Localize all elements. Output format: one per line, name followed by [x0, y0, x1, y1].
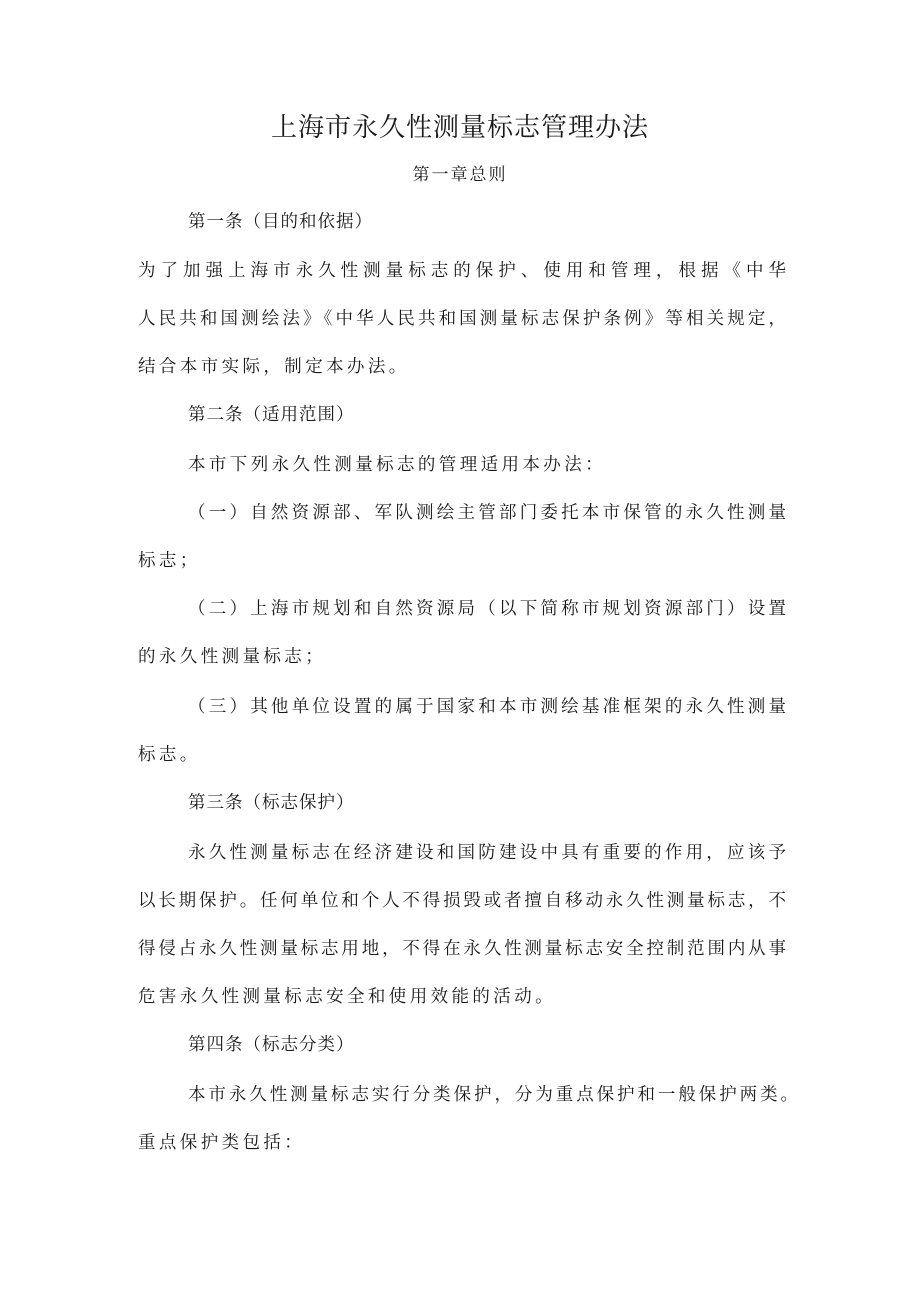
- article-4-line-1: 本市永久性测量标志实行分类保护，分为重点保护和一般保护两类。: [188, 1085, 798, 1105]
- article-3-line-4: 危害永久性测量标志安全和使用效能的活动。: [138, 987, 556, 1007]
- article-1-line-2: 人民共和国测绘法》《中华人民共和国测量标志保护条例》等相关规定，: [138, 309, 786, 329]
- article-3-line-2: 以长期保护。任何单位和个人不得损毁或者擅自移动永久性测量标志，不: [138, 891, 786, 911]
- article-3-line-1: 永久性测量标志在经济建设和国防建设中具有重要的作用，应该予: [188, 843, 786, 863]
- article-2-item-1-line-2: 标志；: [138, 551, 201, 571]
- article-4-heading: 第四条（标志分类）: [188, 1035, 355, 1055]
- article-1-line-1: 为了加强上海市永久性测量标志的保护、使用和管理，根据《中华: [138, 261, 786, 281]
- article-2-intro: 本市下列永久性测量标志的管理适用本办法：: [188, 455, 606, 475]
- article-2-item-1-line-1: （一）自然资源部、军队测绘主管部门委托本市保管的永久性测量: [188, 503, 786, 523]
- document-title: 上海市永久性测量标志管理办法: [270, 113, 649, 143]
- article-1-heading: 第一条（目的和依据）: [188, 212, 373, 232]
- article-2-heading: 第二条（适用范围）: [188, 405, 355, 425]
- chapter-heading: 第一章总则: [412, 165, 508, 185]
- article-3-heading: 第三条（标志保护）: [188, 793, 355, 813]
- article-2-item-3-line-1: （三）其他单位设置的属于国家和本市测绘基准框架的永久性测量: [188, 697, 786, 717]
- article-4-line-2: 重点保护类包括：: [138, 1133, 306, 1153]
- article-1-line-3: 结合本市实际，制定本办法。: [138, 357, 410, 377]
- article-2-item-2-line-1: （二）上海市规划和自然资源局（以下简称市规划资源部门）设置: [188, 599, 786, 619]
- article-2-item-2-line-2: 的永久性测量标志；: [138, 647, 327, 667]
- article-2-item-3-line-2: 标志。: [138, 745, 201, 765]
- article-3-line-3: 得侵占永久性测量标志用地，不得在永久性测量标志安全控制范围内从事: [138, 939, 786, 959]
